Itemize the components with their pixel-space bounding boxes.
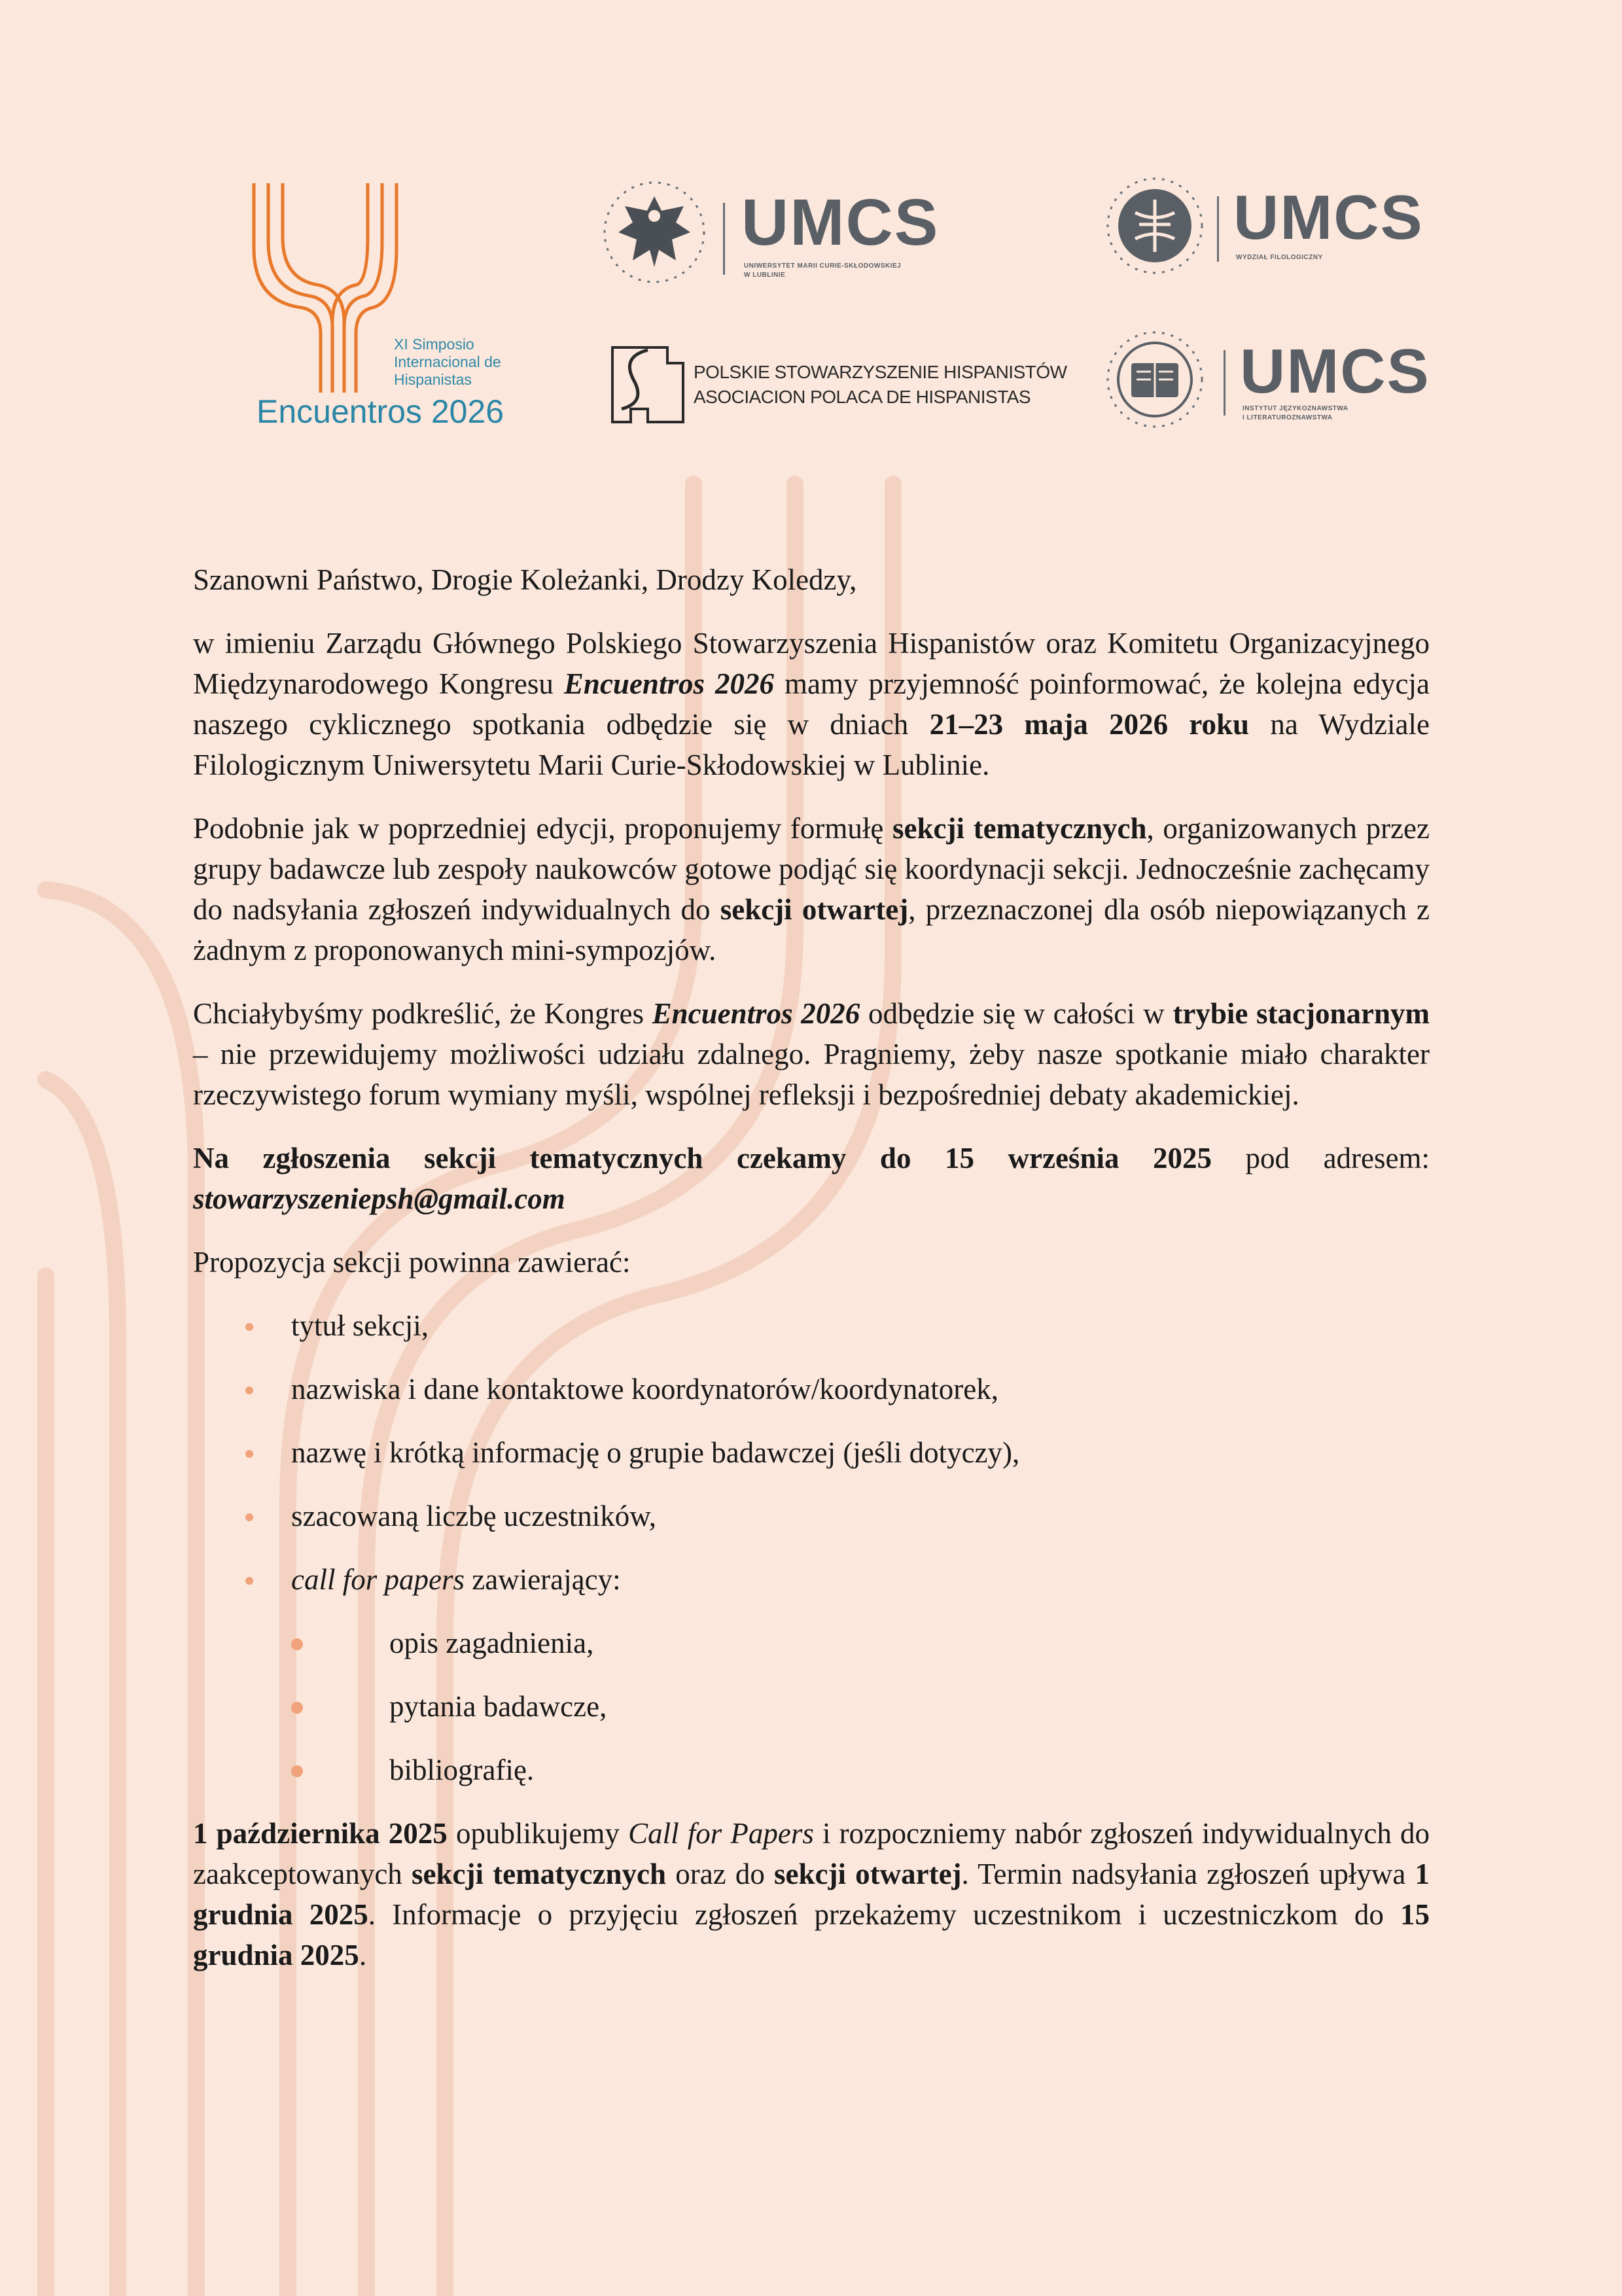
umcs-wordmark: UMCS (741, 186, 940, 259)
umcs-wordmark: UMCS (1240, 336, 1430, 406)
congress-name: Encuentros 2026 (652, 997, 860, 1030)
logo-divider (1217, 196, 1219, 262)
umcs-subtitle (1243, 404, 1349, 423)
umcs-faculty-logo (1102, 173, 1430, 278)
psh-emblem-icon (608, 344, 687, 425)
encuentros-subtitle-line: XI Simposio (394, 336, 474, 353)
logo-divider (723, 203, 725, 275)
encuentros-logo (249, 177, 537, 438)
congress-dates: 21–23 maja 2026 roku (929, 708, 1250, 741)
date-emphasis: 15 grudnia 2025 (193, 1898, 1430, 1971)
text-run: i rozpoczniemy nabór zgłoszeń indywidualnych do zaakceptowanych (193, 1817, 1430, 1890)
umcs-subtitle-line: INSTYTUT JĘZYKOZNAWSTWA (1243, 405, 1349, 412)
encuentros-title: Encuentros 2026 (256, 393, 504, 430)
encuentros-subtitle-line: Internacional de (394, 353, 501, 370)
paragraph-announcement (193, 623, 1430, 785)
psh-name-es: ASOCIACION POLACA DE HISPANISTAS (694, 387, 1031, 407)
deadline-text: Na zgłoszenia sekcji tematycznych czekamy do 15 września 2025 (193, 1142, 1212, 1174)
encuentros-subtitle (394, 336, 501, 389)
text-run: . Informacje o przyjęciu zgłoszeń przekażemy uczestnikom i uczestniczkom do (368, 1898, 1400, 1931)
umcs-subtitle-line: W LUBLINIE (744, 272, 786, 279)
book-emblem-icon (1102, 327, 1207, 432)
date-emphasis: 1 grudnia 2025 (193, 1858, 1430, 1931)
contact-email[interactable]: stowarzyszeniepsh@gmail.com (193, 1182, 565, 1215)
list-item: szacowaną liczbę uczestników, (193, 1496, 1430, 1536)
text-run: Podobnie jak w poprzedniej edycji, proponujemy formułę (193, 812, 892, 845)
encuentros-subtitle-line: Hispanistas (394, 371, 472, 388)
umcs-wordmark: UMCS (1233, 183, 1424, 253)
paragraph-sections (193, 808, 1430, 970)
psh-name-pl: POLSKIE STOWARZYSZENIE HISPANISTÓW (694, 362, 1067, 382)
text-run: zawierający: (465, 1563, 621, 1596)
umcs-subtitle-line: UNIWERSYTET MARII CURIE-SKŁODOWSKIEJ (744, 262, 902, 270)
text-run: . Termin nadsyłania zgłoszeń upływa (961, 1858, 1415, 1890)
umcs-subtitle-line: WYDZIAŁ FILOLOGICZNY (1236, 254, 1323, 261)
emphasis: sekcji otwartej (774, 1858, 962, 1890)
umcs-subtitle-line: I LITERATUROZNAWSTWA (1243, 414, 1333, 421)
logo-divider (1224, 350, 1225, 415)
text-run: odbędzie się w całości w (860, 997, 1173, 1030)
text-run: mamy przyjemność poinformować, że kolejna edycja naszego cyklicznego spotkania odbędzie się w dniach (193, 667, 1430, 741)
emphasis: sekcji otwartej (720, 893, 909, 926)
paragraph-timeline (193, 1813, 1430, 1975)
faculty-emblem-icon (1102, 173, 1207, 278)
list-item: nazwiska i dane kontaktowe koordynatorów/koordynatorek, (193, 1369, 1430, 1409)
umcs-subtitle (1236, 253, 1323, 262)
congress-name: Encuentros 2026 (563, 667, 774, 700)
umcs-university-logo (599, 177, 940, 288)
text-run: na Wydziale Filologicznym Uniwersytetu Marii Curie-Skłodowskiej w Lublinie. (193, 708, 1430, 781)
psh-logo (608, 344, 1067, 429)
cfp-term: Call for Papers (628, 1817, 814, 1850)
text-run: pod adresem: (1212, 1142, 1430, 1174)
sub-list-item: pytania badawcze, (291, 1686, 1430, 1727)
letter-body (193, 559, 1430, 1998)
sub-list-item: opis zagadnienia, (291, 1623, 1430, 1663)
requirements-list (193, 1305, 1430, 1790)
emphasis: sekcji tematycznych (892, 812, 1147, 845)
list-item-cfp (193, 1559, 1430, 1790)
umcs-subtitle (744, 262, 901, 280)
cfp-term: call for papers (291, 1563, 465, 1596)
paragraph-deadline (193, 1138, 1430, 1219)
text-run: oraz do (666, 1858, 774, 1890)
text-run: , organizowanych przez grupy badawcze lub zespoły naukowców gotowe podjąć się koordynacji sekcji. Jednocześnie zachęcamy do nadsyłania zgłoszeń indywidualnych do (193, 812, 1430, 926)
paragraph-format (193, 993, 1430, 1115)
cfp-sublist (291, 1623, 1430, 1790)
list-item: nazwę i krótką informację o grupie badawczej (jeśli dotyczy), (193, 1432, 1430, 1473)
text-run: – nie przewidujemy możliwości udziału zdalnego. Pragniemy, żeby nasze spotkanie miało charakter rzeczywistego forum wymiany myśli, wspólnej refleksji i bezpośredniej debaty akademickiej. (193, 1038, 1430, 1111)
list-item: tytuł sekcji, (193, 1305, 1430, 1346)
header-logos (0, 0, 1622, 458)
text-run: w imieniu Zarządu Głównego Polskiego Stowarzyszenia Hispanistów oraz Komitetu Organizacyjnego Międzynarodowego Kongresu (193, 627, 1430, 700)
text-run: opublikujemy (447, 1817, 629, 1850)
list-intro: Propozycja sekcji powinna zawierać: (193, 1246, 631, 1279)
date-emphasis: 1 października 2025 (193, 1817, 448, 1850)
text-run: Chciałybyśmy podkreślić, że Kongres (193, 997, 652, 1030)
greeting: Szanowni Państwo, Drogie Koleżanki, Drodzy Koledzy, (193, 563, 857, 596)
emphasis: trybie stacjonarnym (1172, 997, 1430, 1030)
emphasis: sekcji tematycznych (411, 1858, 667, 1890)
text-run: , przeznaczonej dla osób niepowiązanych z żadnym z proponowanych mini-sympozjów. (193, 893, 1430, 966)
umcs-institute-logo (1102, 327, 1430, 432)
eagle-emblem-icon (599, 177, 710, 288)
text-run: . (359, 1939, 367, 1971)
sub-list-item: bibliografię. (291, 1750, 1430, 1790)
